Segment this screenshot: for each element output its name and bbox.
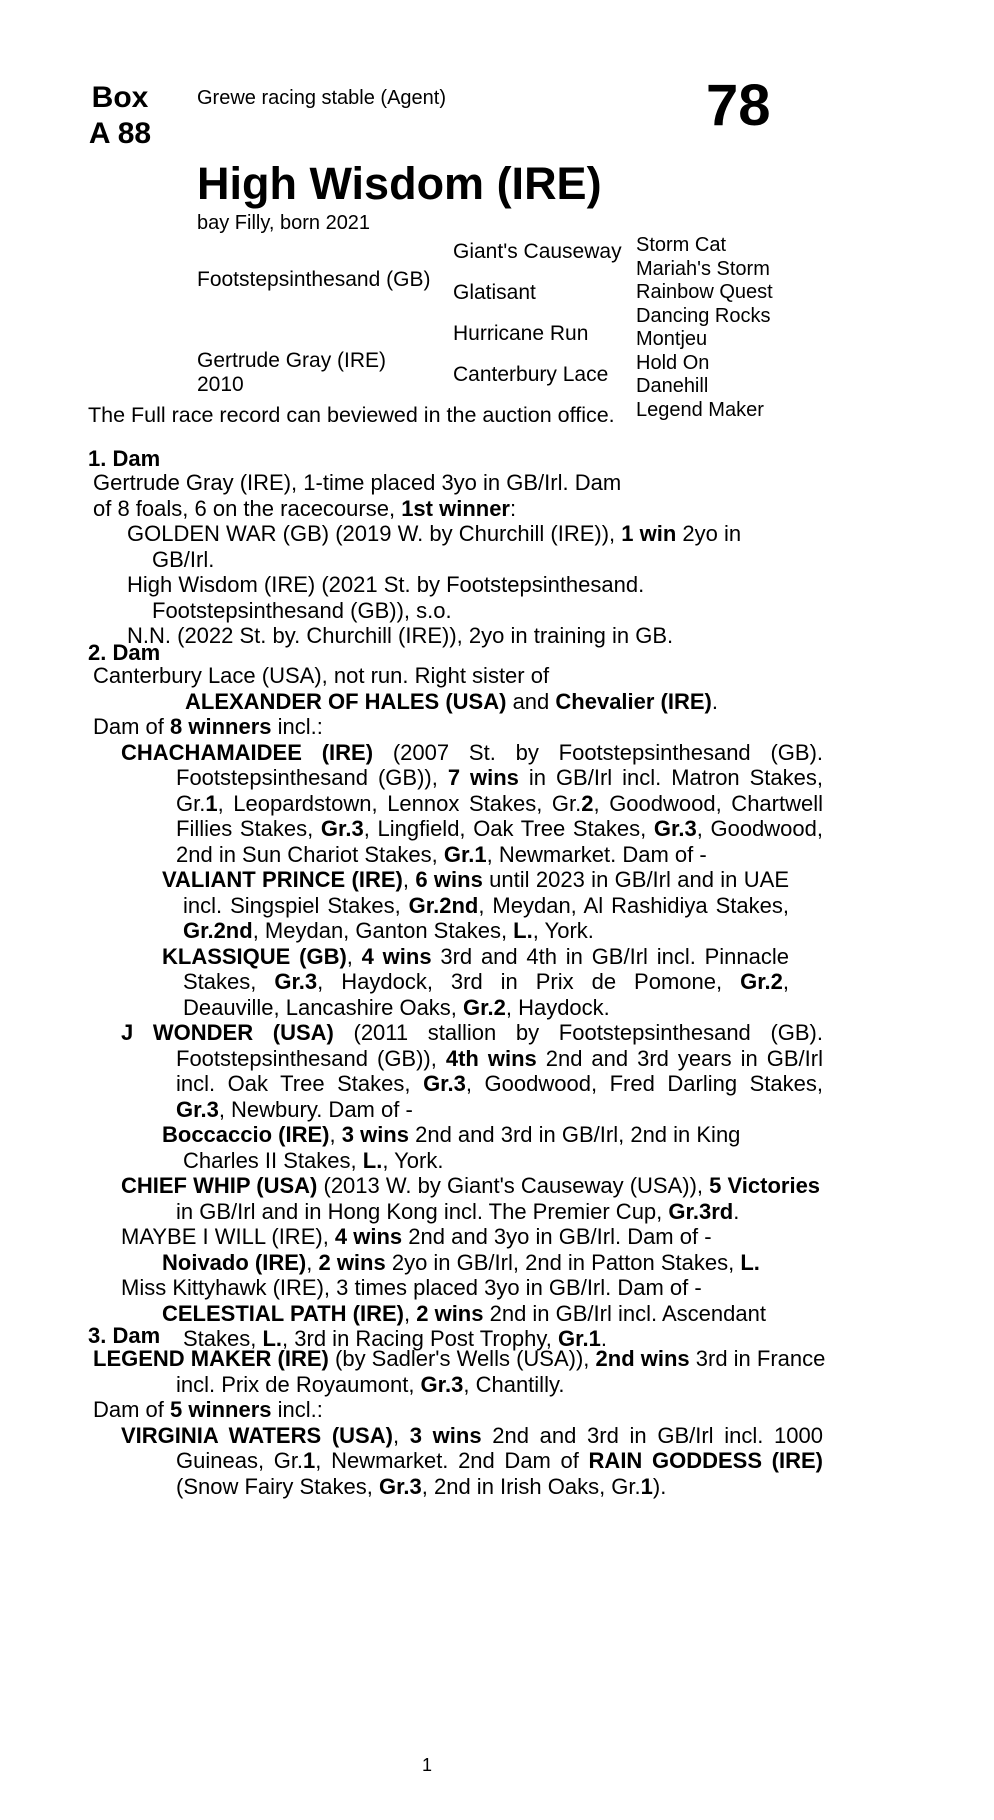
entry-text: ,	[402, 867, 416, 892]
pedigree-great-grandparent: Rainbow Quest	[636, 281, 773, 303]
wins: 4 wins	[361, 943, 432, 969]
horse-name: CHIEF WHIP (USA)	[121, 1173, 318, 1198]
grade: Gr.3	[420, 1371, 464, 1397]
entry-text: GOLDEN WAR (GB) (2019 W. by Churchill (IRE)),	[127, 521, 622, 546]
third-dam-intro	[93, 1346, 866, 1397]
list-item	[162, 1301, 783, 1352]
section-heading-third-dam: 3. Dam	[88, 1323, 161, 1348]
list-item	[162, 944, 789, 1021]
box-label: Box	[91, 81, 149, 114]
grade: Gr.3	[378, 1473, 422, 1499]
colon: :	[510, 495, 517, 521]
grade: Gr.3	[423, 1071, 466, 1096]
grade: Gr.3	[176, 1096, 219, 1122]
entry-text: 2nd and 3rd in GB/Irl incl. 1000 Guineas, Gr.	[176, 1422, 824, 1473]
entry-text: , 2nd in Irish Oaks, Gr.	[421, 1473, 641, 1499]
entry-text: , Haydock.	[505, 994, 610, 1020]
second-dam-dam-of	[93, 714, 793, 740]
entry-text: High Wisdom (IRE) (2021 St. by Footstepsinthesand. Footstepsinthesand (GB)), s.o.	[127, 572, 645, 623]
entry-text: , Goodwood, Fred Darling Stakes,	[465, 1071, 824, 1096]
wins: 4th wins	[445, 1045, 537, 1071]
wins: 1 win	[621, 521, 677, 546]
grade: Gr.2	[463, 994, 506, 1020]
entry-text: in GB/Irl incl. Matron Stakes, Gr.	[176, 765, 823, 816]
pedigree-grandparent: Hurricane Run	[453, 322, 589, 345]
entry-text: , Lingfield, Oak Tree Stakes,	[363, 816, 654, 841]
winners-count: 8 winners	[170, 714, 272, 739]
grade: Gr.3rd	[668, 1198, 734, 1224]
grade: L.	[740, 1249, 760, 1275]
box-number: A 88	[88, 117, 152, 150]
grade: Gr.3	[653, 816, 697, 841]
list-item	[121, 1020, 823, 1122]
pedigree-great-grandparent: Dancing Rocks	[636, 304, 771, 327]
entry-text: 3rd and 4th in GB/Irl incl. Pinnacle Stakes,	[183, 943, 789, 994]
wins: 6 wins	[415, 867, 483, 892]
first-dam-intro-line2: of 8 foals, 6 on the racecourse,	[93, 495, 402, 521]
first-dam-intro	[93, 470, 793, 521]
list-item	[121, 1224, 793, 1250]
entry-text: 2nd and 3rd in GB/Irl, 2nd in King Charles II Stakes,	[183, 1122, 741, 1173]
first-dam-section	[93, 470, 793, 649]
list-item	[162, 1122, 803, 1173]
lot-number: 78	[706, 73, 771, 138]
grade: Gr.2nd	[183, 918, 253, 943]
pedigree-sire: Footstepsinthesand (GB)	[197, 268, 431, 291]
grade: 2	[581, 790, 594, 816]
horse-name: CHACHAMAIDEE (IRE)	[121, 739, 374, 765]
entry-text: ,	[346, 943, 362, 969]
first-winner-label: 1st winner	[401, 495, 510, 521]
second-dam-section	[93, 663, 824, 1352]
third-dam-dam-of	[93, 1397, 793, 1423]
grade: L.	[362, 1147, 383, 1173]
entry-text: , Chantilly.	[463, 1371, 565, 1397]
pedigree-dam-year: 2010	[197, 373, 244, 396]
agent-name: Grewe racing stable (Agent)	[197, 87, 447, 109]
grade: Gr.2	[740, 969, 783, 994]
list-item	[121, 740, 823, 868]
wins: 2 wins	[318, 1249, 386, 1275]
pedigree-grandparent: Glatisant	[453, 281, 536, 304]
horse-name: Boccaccio (IRE)	[162, 1122, 330, 1147]
dam-of-label: Dam of	[93, 714, 171, 739]
entry-text: (2011 stallion by Footstepsinthesand (GB). Footstepsinthesand (GB)),	[176, 1020, 823, 1071]
entry-text: , York.	[382, 1147, 444, 1173]
entry-text: , Newmarket. 2nd Dam of	[315, 1448, 589, 1473]
entry-text: , York.	[532, 918, 594, 943]
grade: Gr.2nd	[408, 892, 479, 918]
entry-text: 3rd in France incl. Prix de Royaumont,	[176, 1346, 826, 1397]
list-item	[162, 867, 789, 944]
entry-text: .	[733, 1198, 740, 1224]
entry-text: (by Sadler's Wells (USA)),	[328, 1346, 596, 1371]
wins: 3 wins	[409, 1422, 482, 1448]
horse-name: RAIN GODDESS (IRE)	[588, 1448, 823, 1473]
entry-text: 2nd and 3yo in GB/Irl. Dam of -	[402, 1224, 712, 1249]
pedigree-great-grandparent: Mariah's Storm	[636, 257, 770, 280]
third-dam-section	[93, 1346, 826, 1499]
grade: 1	[205, 790, 218, 816]
entry-text: .	[600, 1326, 607, 1351]
grade: Gr.1	[558, 1326, 601, 1351]
entry-text: , Meydan, Al Rashidiya Stakes,	[478, 892, 789, 918]
second-dam-siblings	[93, 689, 793, 715]
race-record-note: The Full race record can beviewed in the auction office.	[88, 403, 615, 427]
entry-text: (2007 St. by Footstepsinthesand (GB). Footstepsinthesand (GB)),	[176, 739, 824, 790]
grade: Gr.3	[320, 816, 364, 841]
incl-label: incl.:	[271, 1397, 323, 1422]
entry-text: MAYBE I WILL (IRE),	[121, 1224, 335, 1249]
entry-text: ,	[404, 1300, 417, 1326]
entry-text: ,	[392, 1422, 410, 1448]
second-dam-intro: Canterbury Lace (USA), not run. Right sister of	[93, 663, 550, 688]
section-heading-second-dam: 2. Dam	[88, 640, 161, 665]
pedigree-grandparent: Giant's Causeway	[453, 240, 622, 263]
entry-text: , Deauville, Lancashire Oaks,	[183, 969, 790, 1020]
list-item	[121, 572, 712, 623]
entry-text: ).	[652, 1473, 667, 1499]
pedigree-great-grandparent: Montjeu	[636, 328, 708, 350]
sibling-name: Chevalier (IRE)	[555, 688, 712, 714]
entry-text: in GB/Irl and in Hong Kong incl. The Premier Cup,	[176, 1198, 669, 1224]
entry-text: , Meydan, Ganton Stakes,	[252, 918, 514, 943]
entry-text: Miss Kittyhawk (IRE), 3 times placed 3yo in GB/Irl. Dam of -	[121, 1275, 702, 1300]
grade: L.	[513, 918, 533, 943]
entry-text: , Haydock, 3rd in Prix de Pomone,	[317, 969, 741, 994]
entry-text: , Newmarket. Dam of -	[486, 841, 707, 867]
pedigree-dam: Gertrude Gray (IRE)	[197, 349, 387, 372]
entry-text: 2yo in GB/Irl, 2nd in Patton Stakes,	[385, 1249, 741, 1275]
entry-text: N.N. (2022 St. by. Churchill (IRE)), 2yo in training in GB.	[127, 623, 674, 648]
horse-name: VALIANT PRINCE (IRE)	[162, 867, 403, 892]
entry-text: 2nd and 3rd years in GB/Irl incl. Oak Tree Stakes,	[176, 1045, 823, 1096]
winners-count: 5 winners	[170, 1397, 272, 1422]
entry-text: , Newbury. Dam of -	[218, 1096, 413, 1122]
list-item	[121, 1423, 823, 1500]
conjunction: and	[506, 688, 556, 714]
horse-name: LEGEND MAKER (IRE)	[93, 1346, 329, 1371]
list-item	[162, 1250, 793, 1276]
wins: 4 wins	[334, 1224, 403, 1249]
grade: 1	[640, 1473, 653, 1499]
entry-text: , Goodwood, Chartwell Fillies Stakes,	[176, 790, 823, 841]
first-dam-progeny-list	[93, 521, 793, 649]
incl-label: incl.:	[271, 714, 323, 739]
pedigree-great-grandparent: Hold On	[636, 351, 710, 374]
entry-text: ,	[306, 1249, 319, 1275]
wins: 2 wins	[416, 1300, 484, 1326]
wins: 7 wins	[447, 765, 519, 790]
entry-text: , Leopardstown, Lennox Stakes, Gr.	[217, 790, 582, 816]
entry-text: (Snow Fairy Stakes,	[176, 1473, 379, 1499]
horse-name: High Wisdom (IRE)	[197, 158, 602, 209]
entry-text: 2yo in GB/Irl.	[152, 521, 742, 572]
wins: 2nd wins	[595, 1346, 690, 1371]
sibling-name: ALEXANDER OF HALES (USA)	[185, 688, 507, 714]
first-dam-intro-line1: Gertrude Gray (IRE), 1-time placed 3yo in GB/Irl. Dam	[93, 470, 622, 495]
entry-text: (2013 W. by Giant's Causeway (USA)),	[317, 1173, 710, 1198]
section-heading-first-dam: 1. Dam	[88, 446, 161, 471]
list-item	[121, 1173, 838, 1224]
horse-name: Noivado (IRE)	[162, 1249, 307, 1275]
grade: Gr.1	[443, 841, 487, 867]
dam-of-label: Dam of	[93, 1397, 171, 1422]
wins: 5 Victories	[709, 1173, 821, 1198]
grade: L.	[262, 1326, 283, 1351]
pedigree-great-grandparent: Storm Cat	[636, 234, 727, 256]
entry-text: until 2023 in GB/Irl and in UAE incl. Singspiel Stakes,	[183, 867, 790, 918]
horse-name: J WONDER (USA)	[121, 1020, 334, 1045]
list-item	[121, 1275, 793, 1301]
horse-name: KLASSIQUE (GB)	[162, 943, 347, 969]
list-item	[121, 521, 782, 572]
list-item	[121, 623, 793, 649]
horse-name: VIRGINIA WATERS (USA)	[121, 1422, 393, 1448]
pedigree-great-grandparents	[636, 234, 773, 422]
page-number: 1	[422, 1755, 433, 1775]
pedigree-grandparent: Canterbury Lace	[453, 363, 609, 386]
period: .	[711, 688, 719, 714]
entry-text: 2nd in GB/Irl incl. Ascendant Stakes,	[183, 1300, 766, 1351]
entry-text: ,	[329, 1122, 342, 1147]
box-label-block	[88, 80, 152, 152]
entry-text: , 3rd in Racing Post Trophy,	[282, 1326, 558, 1351]
grade: Gr.3	[274, 969, 318, 994]
grade: 1	[303, 1448, 316, 1473]
horse-description: bay Filly, born 2021	[197, 212, 371, 234]
horse-name: CELESTIAL PATH (IRE)	[162, 1300, 404, 1326]
wins: 3 wins	[341, 1122, 409, 1147]
entry-text: , Goodwood, 2nd in Sun Chariot Stakes,	[176, 816, 823, 867]
pedigree-great-grandparent: Danehill	[636, 375, 709, 397]
pedigree-great-grandparent: Legend Maker	[636, 398, 764, 421]
